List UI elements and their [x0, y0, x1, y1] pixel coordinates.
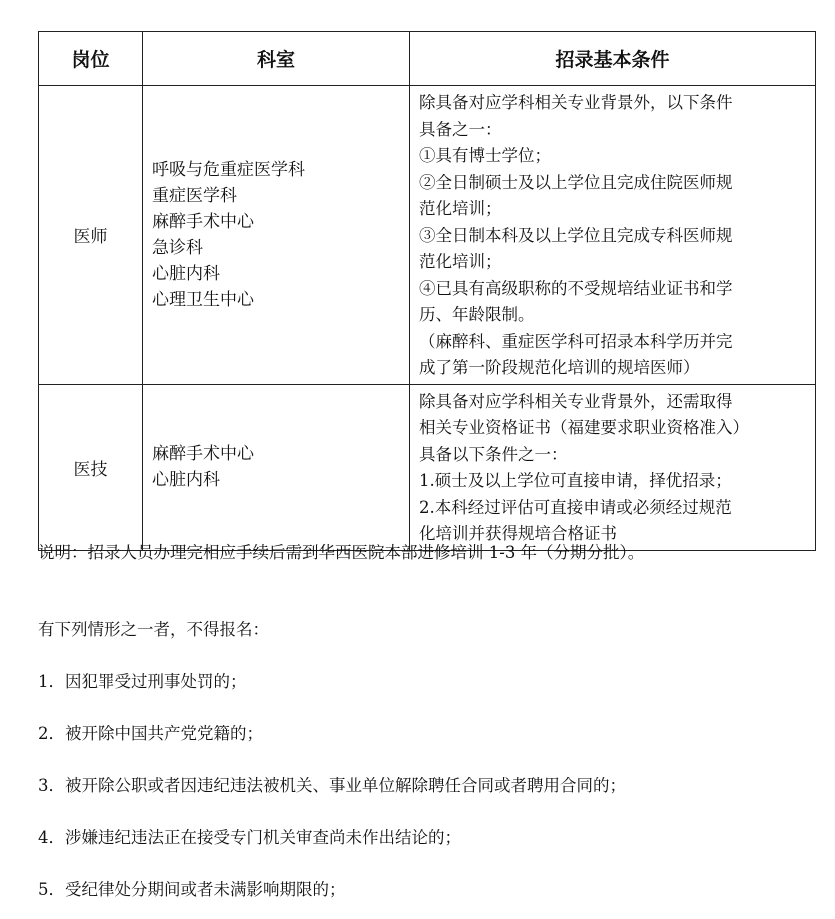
header-conditions: 招录基本条件 — [410, 32, 816, 86]
department-item: 麻醉手术中心 — [152, 444, 254, 464]
position-cell: 医技 — [39, 384, 143, 550]
condition-line: 具备之一： — [419, 119, 502, 139]
condition-line: 成了第一阶段规范化培训的规培医师） — [419, 358, 700, 377]
department-item: 心脏内科 — [152, 470, 220, 490]
department-item: 麻醉手术中心 — [152, 211, 254, 232]
condition-line: ④已具有高级职称的不受规培结业证书和学 — [419, 278, 733, 298]
departments-cell — [143, 86, 410, 385]
condition-line: 具备以下条件之一： — [419, 444, 568, 464]
condition-line: 相关专业资格证书（福建要求职业资格准入） — [419, 418, 749, 437]
table-header-row — [39, 32, 816, 86]
table-row — [39, 86, 816, 385]
disqualify-item: 3．被开除公职或者因违纪违法被机关、事业单位解除聘任合同或者聘用合同的； — [38, 776, 626, 795]
condition-line: 历、年龄限制。 — [419, 305, 535, 324]
department-item: 重症医学科 — [152, 185, 237, 206]
disqualify-intro: 有下列情形之一者，不得报名： — [38, 620, 269, 639]
disqualify-item: 4．涉嫌违纪违法正在接受专门机关审查尚未作出结论的； — [38, 828, 461, 847]
department-item: 呼吸与危重症医学科 — [152, 159, 305, 180]
header-position: 岗位 — [39, 32, 143, 86]
header-department: 科室 — [143, 32, 410, 86]
condition-line: 2.本科经过评估可直接申请或必须经过规范 — [419, 497, 732, 517]
disqualify-item: 1．因犯罪受过刑事处罚的； — [38, 672, 247, 691]
condition-line: 范化培训； — [419, 199, 502, 218]
condition-line: 化培训并获得规培合格证书 — [419, 524, 617, 543]
condition-line: 范化培训； — [419, 252, 502, 271]
conditions-cell — [410, 384, 816, 550]
conditions-cell — [410, 86, 816, 385]
department-item: 心脏内科 — [152, 263, 220, 284]
condition-line: 除具备对应学科相关专业背景外，还需取得 — [419, 391, 733, 411]
condition-line: ①具有博士学位； — [419, 146, 551, 165]
condition-line: 除具备对应学科相关专业背景外，以下条件 — [419, 93, 733, 112]
recruitment-table — [38, 31, 816, 551]
table-row — [39, 384, 816, 550]
disqualify-item: 2．被开除中国共产党党籍的； — [38, 724, 263, 743]
disqualify-item: 5．受纪律处分期间或者未满影响期限的； — [38, 880, 346, 899]
position-cell: 医师 — [39, 86, 143, 385]
departments-cell — [143, 384, 410, 550]
condition-line: （麻醉科、重症医学科可招录本科学历并完 — [419, 331, 733, 351]
condition-line: 1.硕士及以上学位可直接申请，择优招录； — [419, 471, 732, 490]
table-note: 说明：招录人员办理完相应手续后需到华西医院本部进修培训 1-3 年（分期分批）。 — [38, 543, 645, 562]
condition-line: ②全日制硕士及以上学位且完成住院医师规 — [419, 172, 733, 192]
condition-line: ③全日制本科及以上学位且完成专科医师规 — [419, 225, 733, 245]
department-item: 急诊科 — [152, 237, 203, 258]
department-item: 心理卫生中心 — [152, 289, 254, 310]
